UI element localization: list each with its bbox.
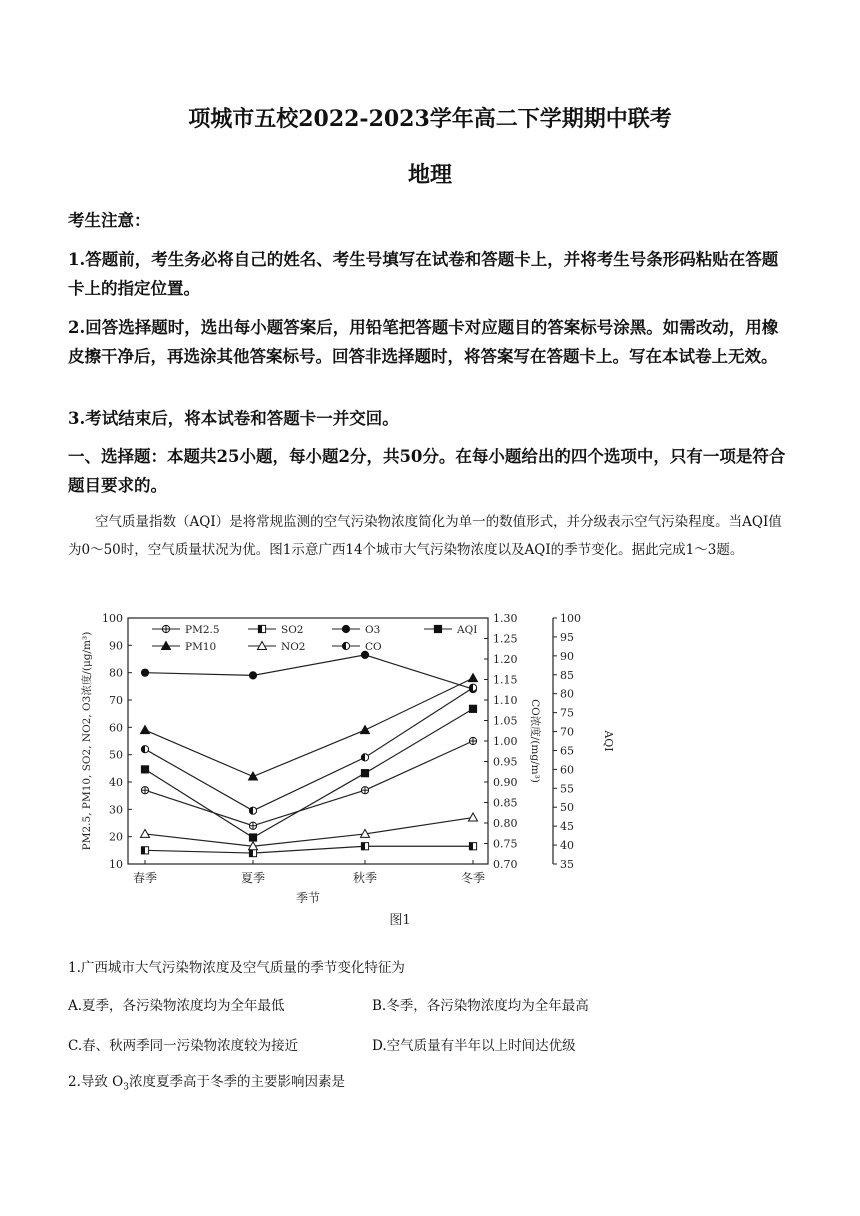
co-axis-tick-label: 0.75 (493, 837, 518, 851)
legend-label: CO (365, 641, 382, 653)
co-axis-tick-label: 1.30 (493, 612, 518, 625)
x-axis-tick-label: 冬季 (460, 871, 486, 885)
series-aqi (141, 705, 476, 841)
x-axis-tick-label: 夏季 (240, 871, 266, 885)
left-axis-tick-label: 60 (109, 721, 123, 735)
marker-square-filled (361, 770, 368, 777)
marker-circle-filled (141, 669, 148, 676)
q1-stem: 1.广西城市大气污染物浓度及空气质量的季节变化特征为 (68, 960, 405, 976)
legend-item (424, 624, 477, 636)
aqi-axis-tick-label: 90 (560, 649, 574, 663)
left-axis-tick-label: 90 (109, 639, 123, 653)
x-axis-label: 季节 (295, 891, 321, 905)
legend-label: O3 (365, 624, 381, 636)
left-axis-tick-label: 50 (109, 748, 123, 762)
q2-stem-subscript: 3 (123, 1082, 129, 1093)
marker-square-filled (434, 625, 441, 632)
left-axis-tick-label: 40 (109, 776, 123, 789)
aqi-axis-label: AQI (602, 730, 615, 752)
aqi-axis-tick-label: 55 (560, 782, 574, 796)
aqi-axis-tick-label: 50 (560, 801, 574, 815)
left-axis-tick-label: 100 (102, 612, 123, 625)
co-axis-tick-label: 0.90 (493, 776, 518, 789)
legend-label: SO2 (281, 624, 304, 636)
q2-stem-suffix: 浓度夏季高于冬季的主要影响因素是 (128, 1074, 345, 1090)
marker-circle-filled (249, 672, 256, 679)
marker-triangle-filled (361, 726, 370, 734)
co-axis-tick-label: 1.20 (493, 653, 518, 666)
legend-item (332, 641, 382, 653)
marker-square-half-fill (249, 849, 253, 856)
series-pm10 (141, 674, 478, 780)
figure-caption: 图1 (389, 913, 411, 928)
series-line-pm10 (145, 678, 473, 776)
marker-square-filled (249, 834, 256, 841)
co-axis-tick-label: 1.05 (493, 714, 518, 728)
co-axis-tick-label: 0.80 (493, 817, 518, 830)
marker-triangle-open (469, 813, 478, 821)
marker-square-half-fill (141, 847, 145, 854)
series-line-co (145, 688, 473, 811)
section-heading: 一、选择题：本题共25小题，每小题2分，共50分。在每小题给出的四个选项中，只有一项是符合题目要求的。 (68, 447, 786, 495)
left-axis-tick-label: 10 (109, 858, 123, 871)
series-line-no2 (145, 818, 473, 847)
notice-item-2: 2.回答选择题时，选出每小题答案后，用铅笔把答题卡对应题目的答案标号涂黑。如需改动，用橡皮擦干净后，再选涂其他答案标号。回答非选择题时，将答案写在答题卡上。写在本试卷上无效。 (68, 318, 779, 366)
marker-square-half-fill (258, 625, 262, 632)
aqi-axis-tick-label: 85 (560, 668, 574, 682)
co-axis-tick-label: 1.25 (493, 632, 518, 646)
subject-title: 地理 (407, 162, 452, 188)
legend-item (332, 624, 380, 636)
marker-triangle-filled (141, 726, 150, 734)
left-axis-tick-label: 70 (109, 694, 123, 707)
co-axis-label: CO浓度/(mg/m³) (529, 699, 541, 783)
aqi-axis-tick-label: 45 (560, 820, 574, 834)
co-axis-tick-label: 0.70 (493, 858, 518, 871)
series-co (141, 684, 476, 814)
passage: 空气质量指数（AQI）是将常规监测的空气污染物浓度简化为单一的数值形式，并分级表示空气污染程度。当AQI值为0～50时，空气质量状况为优。图1示意广西14个城市大气污染物浓度以及AQI的季节变化。据此完成1～3题。 (68, 514, 782, 558)
series-line-so2 (145, 846, 473, 853)
series-no2 (141, 813, 478, 850)
marker-triangle-open (141, 829, 150, 837)
aqi-axis-tick-label: 40 (560, 839, 574, 853)
marker-square-filled (469, 705, 476, 712)
q2-stem (68, 1068, 792, 1102)
aqi-axis-tick-label: 80 (560, 687, 574, 701)
marker-square-filled (141, 766, 148, 773)
aqi-axis-tick-label: 35 (560, 858, 574, 871)
marker-circle-filled (342, 625, 349, 632)
legend-label: PM2.5 (185, 624, 220, 636)
notice-item-1: 1.答题前，考生务必将自己的姓名、考生号填写在试卷和答题卡上，并将考生号条形码粘贴在答题卡上的指定位置。 (68, 250, 779, 298)
q1-option-c: C.春、秋两季同一污染物浓度较为接近 (68, 1038, 299, 1054)
q1-option-b: B.冬季，各污染物浓度均为全年最高 (372, 998, 589, 1014)
legend-item (248, 641, 305, 653)
aqi-axis-tick-label: 95 (560, 630, 574, 644)
marker-triangle-filled (469, 674, 478, 682)
co-axis-tick-label: 1.00 (493, 735, 518, 748)
left-axis-tick-label: 30 (109, 803, 123, 817)
aqi-axis-tick-label: 70 (560, 725, 574, 739)
aqi-axis-tick-label: 60 (560, 763, 574, 777)
series-so2 (141, 843, 476, 857)
aqi-axis-tick-label: 65 (560, 744, 574, 758)
q2-stem-prefix: 2.导致 O (68, 1074, 124, 1090)
co-axis-tick-label: 1.10 (493, 694, 518, 707)
co-axis-tick-label: 0.85 (493, 796, 518, 810)
series-line-o3 (145, 655, 473, 689)
legend-item (152, 624, 220, 636)
plot-frame (128, 618, 488, 864)
aqi-axis-tick-label: 75 (560, 706, 574, 720)
left-axis-tick-label: 80 (109, 666, 123, 680)
marker-triangle-filled (249, 772, 258, 780)
series-o3 (141, 651, 476, 692)
q1-option-d: D.空气质量有半年以上时间达优级 (372, 1038, 576, 1054)
notice-heading: 考生注意： (68, 211, 151, 230)
legend-label: PM10 (185, 641, 217, 653)
co-axis-tick-label: 0.95 (493, 755, 518, 769)
left-axis-tick-label: 20 (109, 830, 123, 844)
x-axis-tick-label: 春季 (132, 871, 158, 885)
marker-square-half-fill (361, 843, 365, 850)
legend-item (152, 641, 216, 653)
series-pm25 (141, 737, 476, 829)
pollution-season-chart (60, 598, 800, 938)
x-axis-tick-label: 秋季 (352, 871, 378, 885)
legend-label: AQI (457, 624, 478, 636)
legend-label: NO2 (281, 641, 306, 653)
exam-title: 项城市五校2022-2023学年高二下学期期中联考 (188, 106, 672, 132)
co-axis-tick-label: 1.15 (493, 673, 518, 687)
aqi-axis-tick-label: 100 (560, 612, 581, 625)
q1-option-a: A.夏季，各污染物浓度均为全年最低 (68, 998, 285, 1014)
legend-item (248, 624, 303, 636)
left-axis-label: PM2.5, PM10, SO2, NO2, O3浓度/(μg/m³) (81, 631, 93, 851)
series-line-aqi (145, 709, 473, 838)
notice-item-3: 3.考试结束后，将本试卷和答题卡一并交回。 (68, 409, 399, 428)
marker-square-half-fill (469, 843, 473, 850)
